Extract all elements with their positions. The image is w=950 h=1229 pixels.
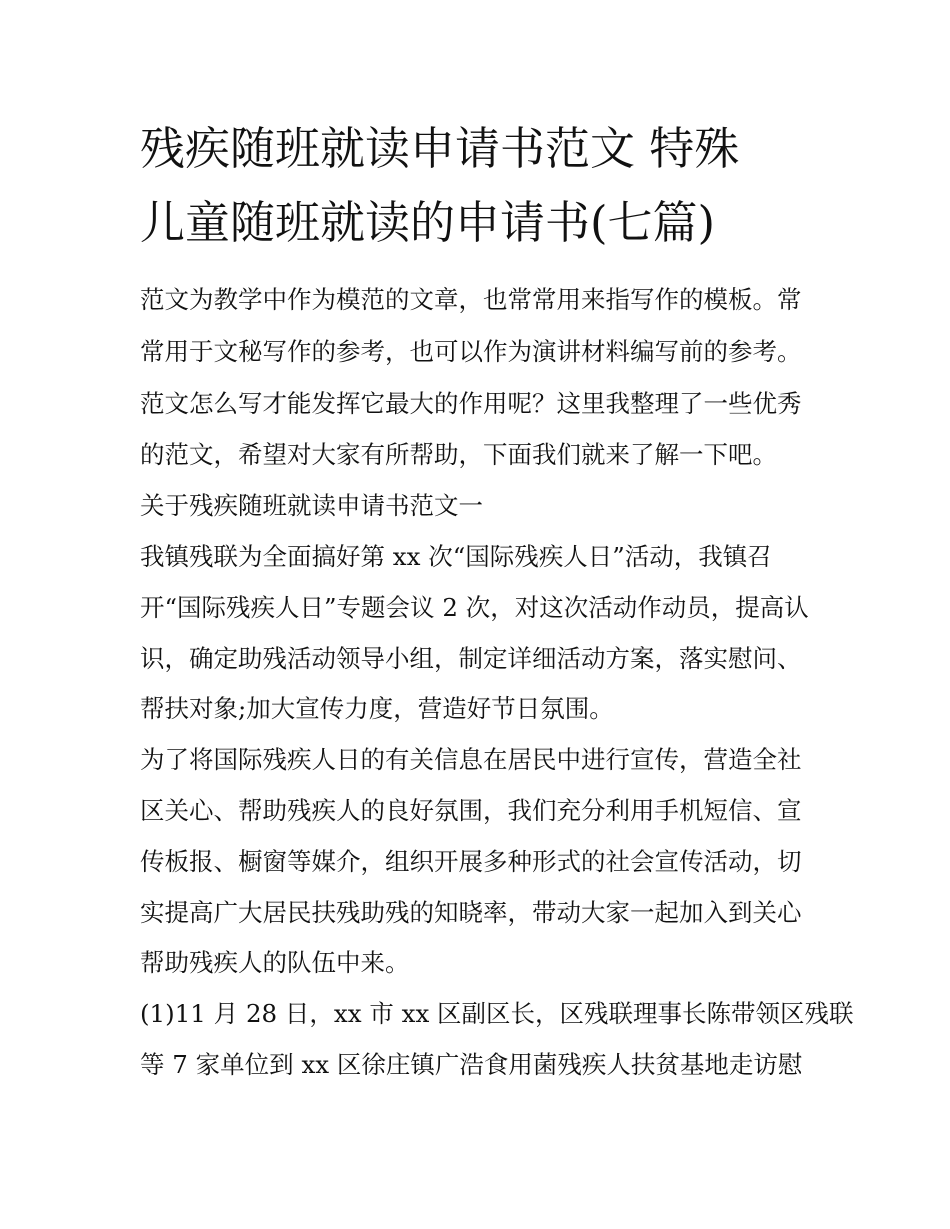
intro-line: 常用于文秘写作的参考，也可以作为演讲材料编写前的参考。 bbox=[140, 337, 802, 366]
paragraph-line: 帮助残疾人的队伍中来。 bbox=[140, 948, 410, 977]
title-line: 残疾随班就读申请书范文 特殊 bbox=[140, 122, 740, 175]
section-heading: 关于残疾随班就读申请书范文一 bbox=[140, 491, 483, 520]
paragraph-line: 区关心、帮助残疾人的良好氛围，我们充分利用手机短信、宣 bbox=[140, 796, 802, 825]
paragraph-line: 我镇残联为全面搞好第 xx 次“国际残疾人日”活动，我镇召 bbox=[140, 542, 772, 571]
intro-line: 范文怎么写才能发挥它最大的作用呢？这里我整理了一些优秀 bbox=[140, 389, 802, 418]
intro-line: 范文为教学中作为模范的文章，也常常用来指写作的模板。常 bbox=[140, 285, 802, 314]
paragraph-line: 实提高广大居民扶残助残的知晓率，带动大家一起加入到关心 bbox=[140, 898, 802, 927]
paragraph-line: 传板报、橱窗等媒介，组织开展多种形式的社会宣传活动，切 bbox=[140, 847, 802, 876]
document-title bbox=[140, 112, 820, 260]
paragraph-line: (1)11 月 28 日，xx 市 xx 区副区长，区残联理事长陈带领区残联 bbox=[140, 999, 854, 1028]
paragraph-line: 为了将国际残疾人日的有关信息在居民中进行宣传，营造全社 bbox=[140, 745, 802, 774]
intro-line: 的范文，希望对大家有所帮助，下面我们就来了解一下吧。 bbox=[140, 440, 777, 469]
paragraph-line: 帮扶对象;加大宣传力度，营造好节日氛围。 bbox=[140, 694, 614, 723]
paragraph-line: 等 7 家单位到 xx 区徐庄镇广浩食用菌残疾人扶贫基地走访慰 bbox=[140, 1050, 803, 1079]
paragraph-line: 开“国际残疾人日”专题会议 2 次，对这次活动作动员，提高认 bbox=[140, 593, 809, 622]
title-line: 儿童随班就读的申请书(七篇) bbox=[140, 196, 716, 249]
paragraph-line: 识，确定助残活动领导小组，制定详细活动方案，落实慰问、 bbox=[140, 644, 802, 673]
